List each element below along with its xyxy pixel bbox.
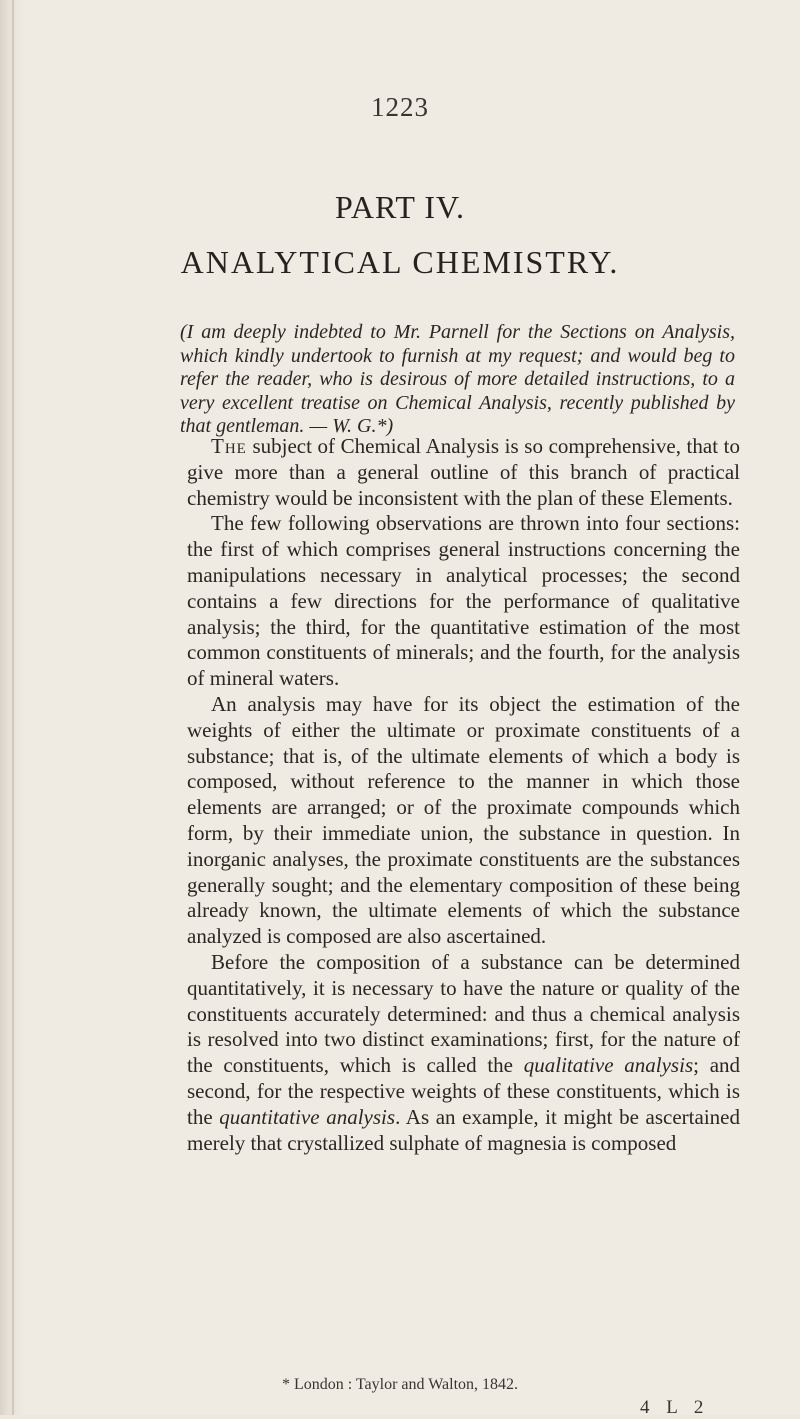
footnote: * London : Taylor and Walton, 1842. [281,1376,519,1393]
term-quantitative: quantitative analysis [219,1104,396,1129]
paragraph-4-text-e: . As an example, it might be ascertained merely that crystallized sulphate of magnesia is composed [187,1104,740,1155]
page-number: 1223 [371,92,429,122]
term-qualitative: qualitative analysis [523,1053,694,1078]
part-title: PART IV. [335,189,465,225]
paragraph-2: The few following observations are thrown into four sections: the first of which comprises general instructions concerning the manipulations necessary in analytical processes; the second contains a few directions for the performance of qualitative analysis; the third, for the quantitative estimation of the most common constituents of minerals; and the fourth, for the analysis of mineral waters. [187,511,740,691]
editor-note: (I am deeply indebted to Mr. Parnell for the Sections on Analysis, which kindly undertook to furnish at my request; and would beg to refer the reader, who is desirous of more detailed instructions, to a very excellent treatise on Chemical Analysis, recently published by that gentleman. — W. G.*) [180,321,735,437]
paragraph-1-lead: The [211,434,247,458]
paragraph-4-text-a: Before the composition of a substance can be determined quantitatively, it is necessary to have the nature or quality of the constituents accurately determined: and thus a chemical analysis is resolved into two distinct examinations; first, for the nature of the constituents, which is called the [187,949,740,1078]
body-text [187,434,740,1156]
signature-mark: 4 L 2 [640,1397,710,1418]
paragraph-4-text-c: ; and second, for the respective weights of these constituents, which is the [187,1053,741,1129]
paragraph-1 [187,434,740,511]
chapter-title: ANALYTICAL CHEMISTRY. [180,244,620,280]
paragraph-3: An analysis may have for its object the estimation of the weights of either the ultimate or proximate constituents of a substance; that is, of the ultimate elements of which a body is composed, without reference to the manner in which those elements are arranged; or of the proximate compounds which form, by their immediate union, the substance in question. In inorganic analyses, the proximate constituents are the substances generally sought; and the elementary composition of these being already known, the ultimate elements of which the substance analyzed is composed are also ascertained. [187,691,740,949]
paragraph-1-text: subject of Chemical Analysis is so comprehensive, that to give more than a general outline of this branch of practical chemistry would be inconsistent with the plan of these Elements. [187,434,740,510]
paragraph-4 [187,950,740,1156]
